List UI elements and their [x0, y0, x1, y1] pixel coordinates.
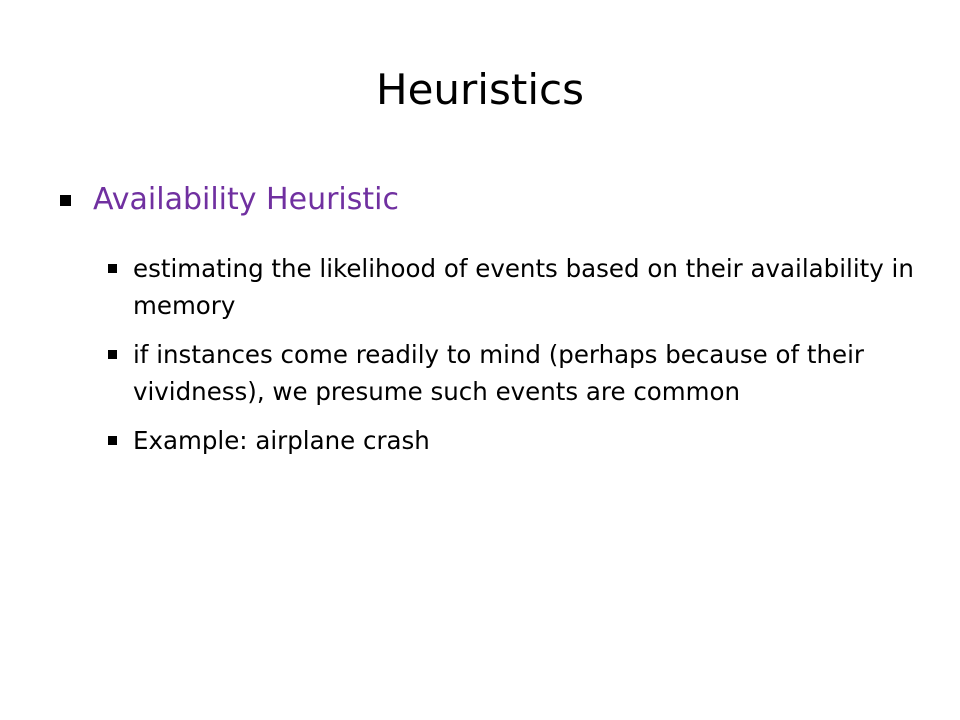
slide-title: Heuristics [376, 65, 584, 114]
heading-bullet-row [60, 178, 920, 222]
square-bullet-icon [60, 195, 71, 206]
bullet-list [108, 250, 918, 471]
square-bullet-icon [108, 436, 117, 445]
list-item-text: estimating the likelihood of events based on their availability in memory [133, 254, 914, 320]
heading-text: Availability Heuristic [93, 182, 399, 217]
list-item-text: if instances come readily to mind (perhaps because of their vividness), we presume such events are common [133, 340, 864, 406]
list-item [108, 422, 918, 459]
list-item-text: Example: airplane crash [133, 426, 430, 455]
square-bullet-icon [108, 264, 117, 273]
square-bullet-icon [108, 350, 117, 359]
list-item [108, 250, 918, 324]
list-item [108, 336, 918, 410]
